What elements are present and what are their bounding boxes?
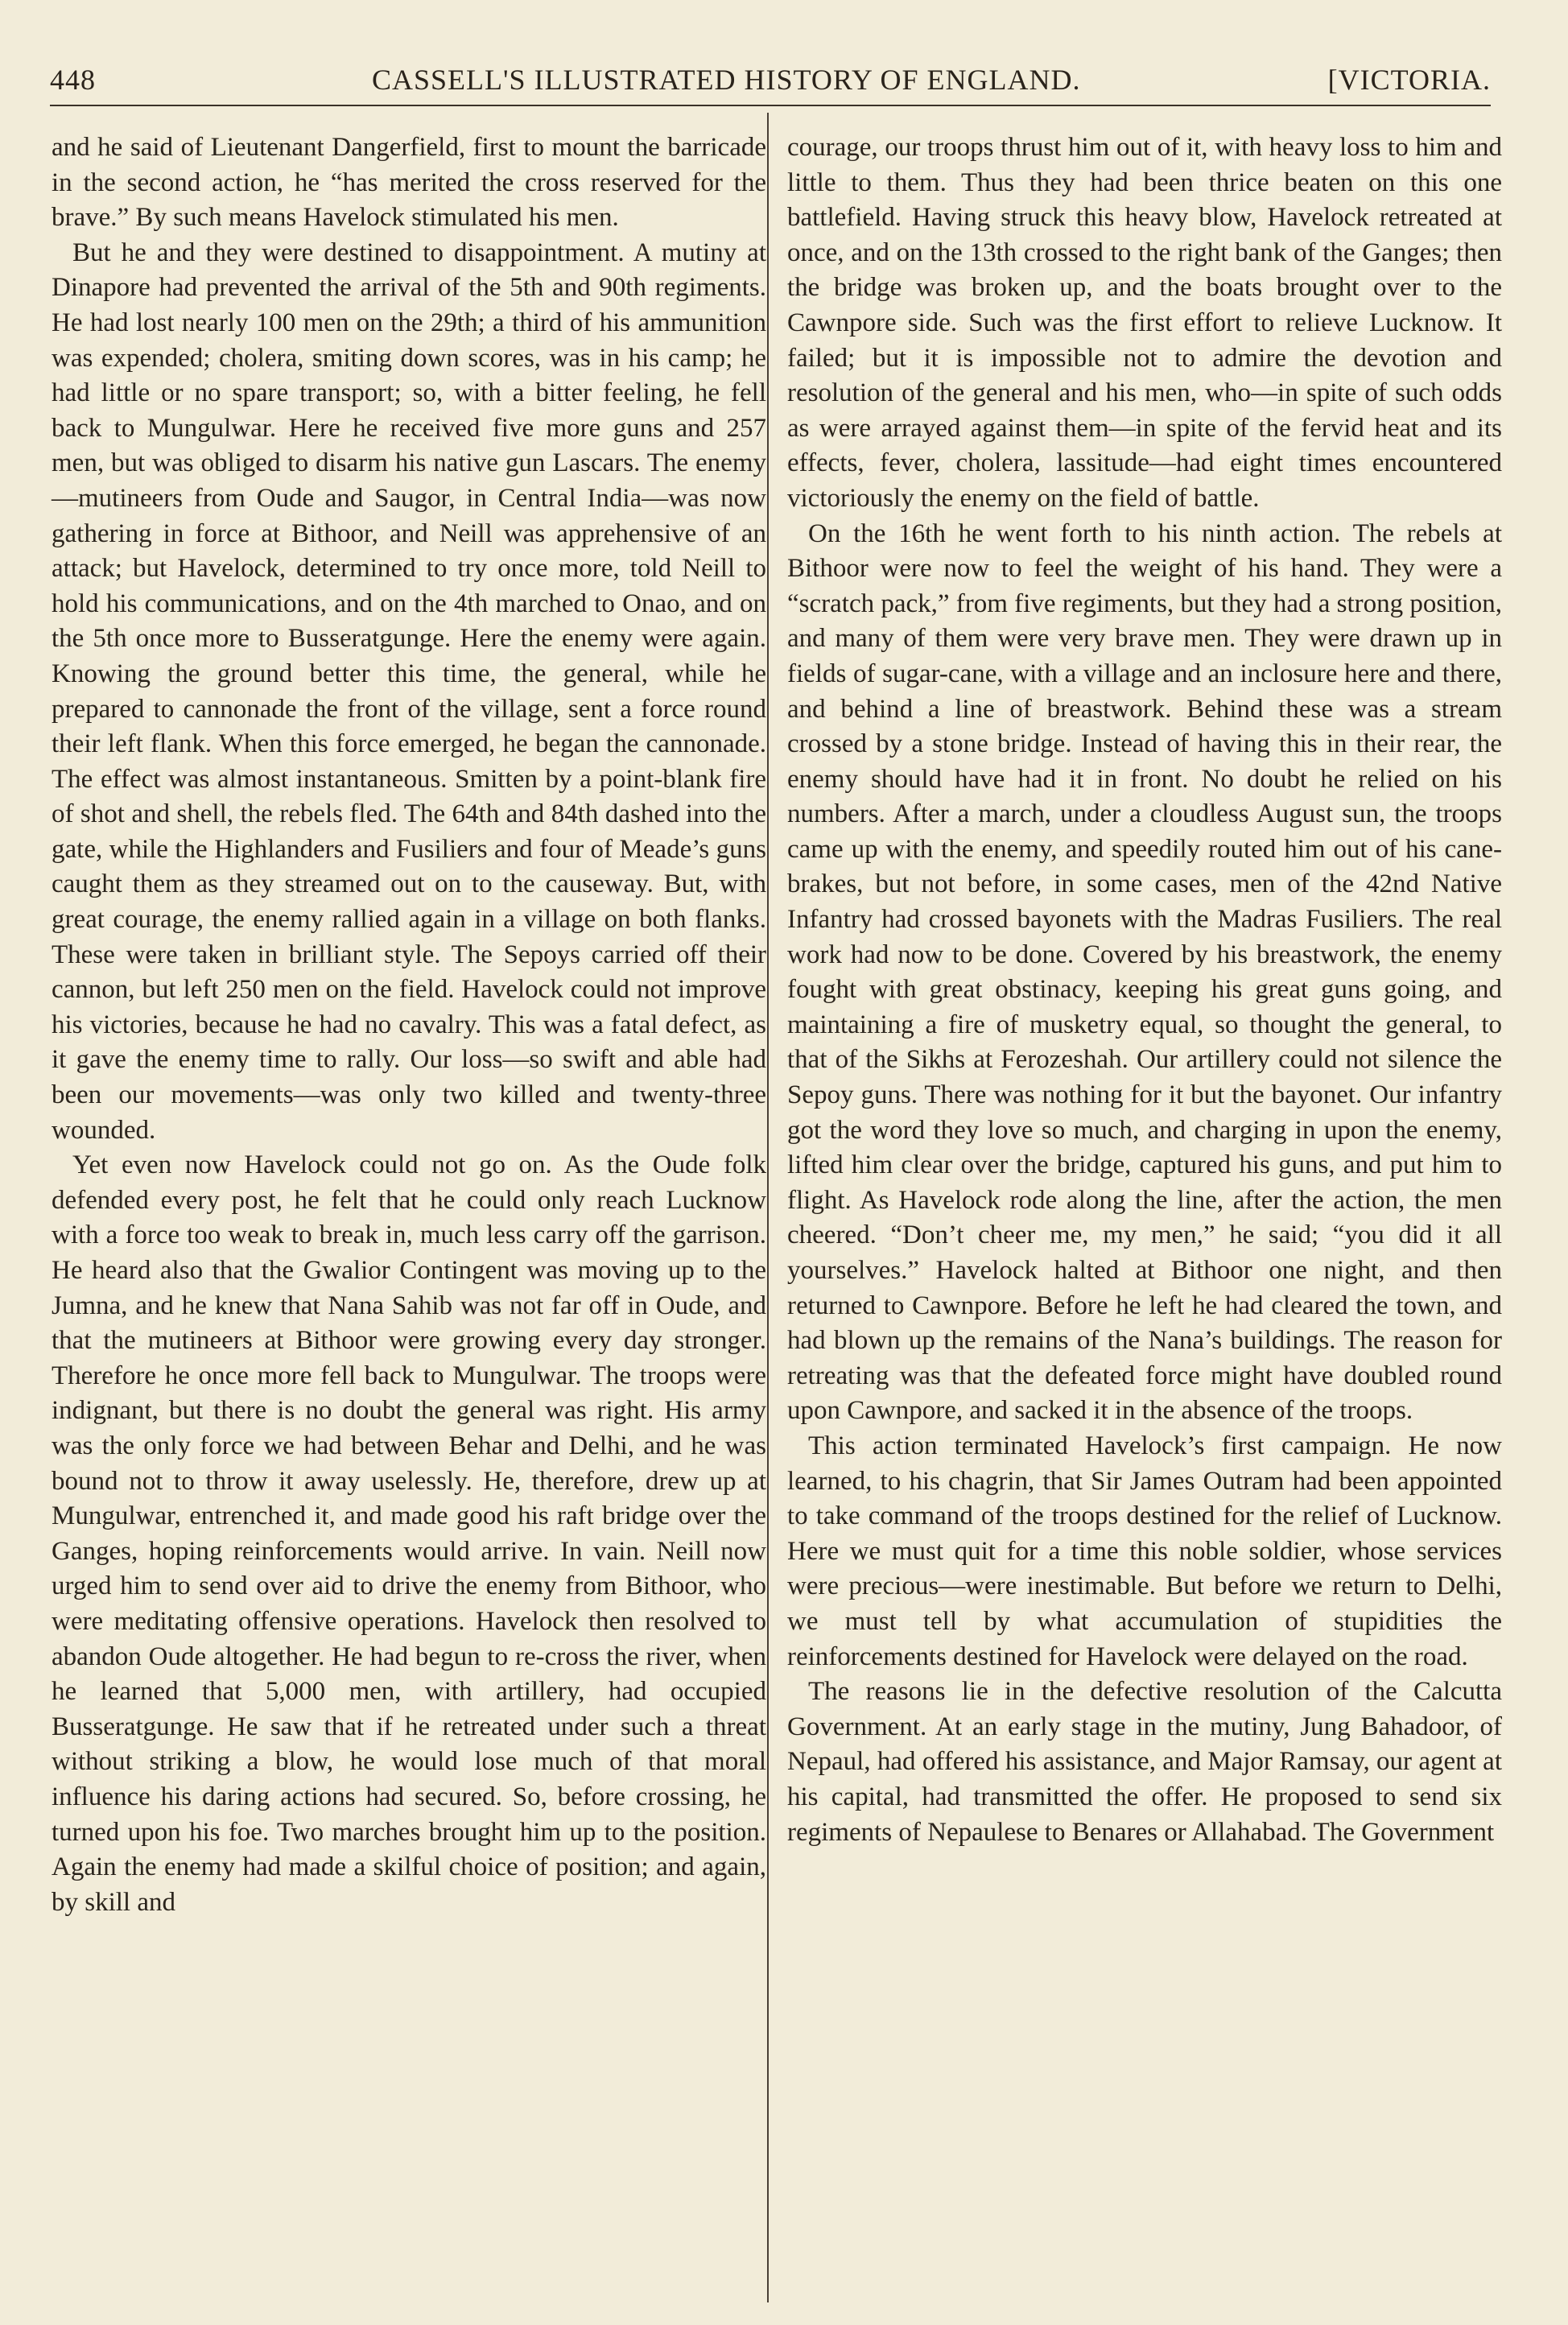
paragraph: On the 16th he went forth to his ninth action. The rebels at Bithoor were now to feel the weight of his hand. They were a “scratch pack,” from five regiments, but they had a strong position, and many of them were very brave men. They were drawn up in fields of sugar-cane, with a village and an inclosure here and there, and behind a line of breastwork. Behind these was a stream crossed by a stone bridge. Instead of having this in their rear, the enemy should have had it in front. No doubt he relied on his numbers. After a march, under a cloudless August sun, the troops came up with the enemy, and speedily routed him out of his cane-brakes, but not before, in some cases, men of the 42nd Native Infantry had crossed bayonets with the Madras Fusiliers. The real work had now to be done. Covered by his breastwork, the enemy fought with great obstinacy, keeping his great guns going, and maintaining a fire of musketry equal, so thought the general, to that of the Sikhs at Ferozeshah. Our artillery could not silence the Sepoy guns. There was nothing for it but the bayonet. Our infantry got the word they love so much, and charging in upon the enemy, lifted him clear over the bridge, captured his guns, and put him to flight. As Havelock rode along the line, after the action, the men cheered. “Don’t cheer me, my men,” he said; “you did it all yourselves.” Havelock halted at Bithoor one night, and then returned to Cawnpore. Before he left he had cleared the town, and had blown up the remains of the Nana’s buildings. The reason for retreating was that the defeated force might have doubled round upon Cawnpore, and sacked it in the absence of the troops. [787, 518, 1502, 1426]
paragraph: This action terminated Havelock’s first campaign. He now learned, to his chagrin, that Sir James Outram had been appointed to take command of the troops destined for the relief of Lucknow. Here we must quit for a time this noble soldier, whose services were precious—were inestimable. But before we return to Delhi, we must tell by what accumulation of stupidities the reinforcements destined for Havelock were delayed on the road. [787, 1431, 1502, 1671]
left-column [52, 130, 766, 1920]
column-divider [767, 113, 769, 2302]
paragraph: courage, our troops thrust him out of it, with heavy loss to him and little to them. Thus they had been thrice beaten on this one battlefield. Having struck this heavy blow, Havelock retreated at once, and on the 13th crossed to the right bank of the Ganges; then the bridge was broken up, and the boats brought over to the Cawnpore side. Such was the first effort to relieve Lucknow. It failed; but it is impossible not to admire the devotion and resolution of the general and his men, who—in spite of such odds as were arrayed against them—in spite of the fervid heat and its effects, fever, cholera, lassitude—had eight times encountered victoriously the enemy on the field of battle. [787, 133, 1502, 513]
section-label: [VICTORIA. [1327, 64, 1491, 96]
paragraph: But he and they were destined to disappointment. A mutiny at Dinapore had prevented the arrival of the 5th and 90th regiments. He had lost nearly 100 men on the 29th; a third of his ammunition was expended; cholera, smiting down scores, was in his camp; he had little or no spare transport; so, with a bitter feeling, he fell back to Mungulwar. Here he received five more guns and 257 men, but was obliged to disarm his native gun Lascars. The enemy—mutineers from Oude and Saugor, in Central India—was now gathering in force at Bithoor, and Neill was apprehensive of an attack; but Havelock, determined to try once more, told Neill to hold his communications, and on the 4th marched to Onao, and on the 5th once more to Busseratgunge. Here the enemy were again. Knowing the ground better this time, the general, while he prepared to cannonade the front of the village, sent a force round their left flank. When this force emerged, he began the cannonade. The effect was almost instantaneous. Smitten by a point-blank fire of shot and shell, the rebels fled. The 64th and 84th dashed into the gate, while the Highlanders and Fusiliers and four of Meade’s guns caught them as they streamed out on to the causeway. But, with great courage, the enemy rallied again in a village on both flanks. These were taken in brilliant style. The Sepoys carried off their cannon, but left 250 men on the field. Havelock could not improve his victories, because he had no cavalry. This was a fatal defect, as it gave the enemy time to rally. Our loss—so swift and able had been our movements—was only two killed and twenty-three wounded. [52, 237, 766, 1145]
paragraph: and he said of Lieutenant Dangerfield, first to mount the barricade in the second action, he “has merited the cross reserved for the brave.” By such means Havelock stimulated his men. [52, 133, 766, 233]
running-header [50, 56, 1491, 106]
paragraph: Yet even now Havelock could not go on. As the Oude folk defended every post, he felt that he could only reach Lucknow with a force too weak to break in, much less carry off the garrison. He heard also that the Gwalior Contingent was moving up to the Jumna, and he knew that Nana Sahib was not far off in Oude, and that the mutineers at Bithoor were growing every day stronger. Therefore he once more fell back to Mungulwar. The troops were indignant, but there is no doubt the general was right. His army was the only force we had between Behar and Delhi, and he was bound not to throw it away uselessly. He, therefore, drew up at Mungulwar, entrenched it, and made good his raft bridge over the Ganges, hoping reinforcements would arrive. In vain. Neill now urged him to send over aid to drive the enemy from Bithoor, who were meditating offensive operations. Havelock then resolved to abandon Oude altogether. He had begun to re-cross the river, when he learned that 5,000 men, with artillery, had occupied Busseratgunge. He saw that if he retreated under such a threat without striking a blow, he would lose much of that moral influence his daring actions had secured. So, before crossing, he turned upon his foe. Two marches brought him up to the position. Again the enemy had made a skilful choice of position; and again, by skill and [52, 1150, 766, 1917]
running-title: CASSELL'S ILLUSTRATED HISTORY OF ENGLAND. [372, 64, 1081, 96]
paragraph: The reasons lie in the defective resolution of the Calcutta Government. At an early stage in the mutiny, Jung Bahadoor, of Nepaul, had offered his assistance, and Major Ramsay, our agent at his capital, had transmitted the offer. He proposed to send six regiments of Nepaulese to Benares or Allahabad. The Government [787, 1677, 1502, 1847]
page-number: 448 [50, 64, 96, 96]
right-column [787, 130, 1502, 1850]
